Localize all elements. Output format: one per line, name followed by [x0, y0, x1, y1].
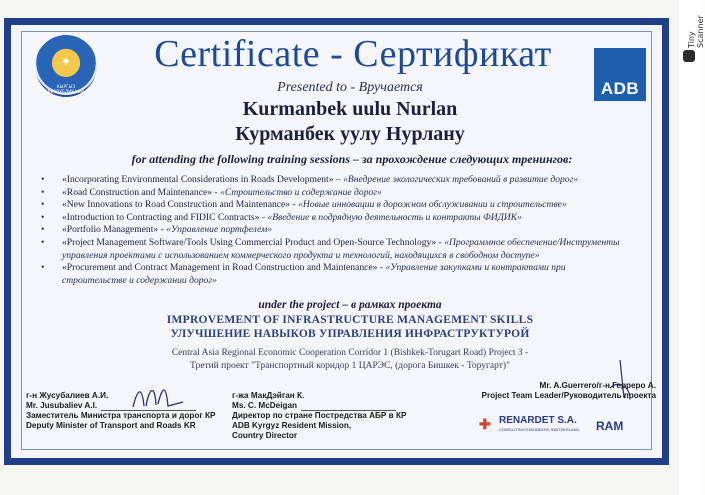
session-item: • «Project Management Software/Tools Using Commercial Product and Open-Source Technology» - «Программное обеспечение/Инструменты управления проектами с использованием коммерческого продукта и технологий, находящихся в свободном доступе» — [41, 236, 620, 261]
scanner-watermark-bar — [679, 0, 700, 495]
session-en: «Project Management Software/Tools Using Commercial Product and Open-Source Technology» - — [62, 236, 442, 248]
session-ru: «Управление портфелем» — [166, 224, 273, 236]
signatory-right-title: Project Team Leader/Руководитель проекта — [481, 391, 656, 400]
project-title-ru: УЛУЧШЕНИЕ НАВЫКОВ УПРАВЛЕНИЯ ИНФРАСТРУКТУРОЙ — [170, 328, 530, 340]
corridor-description-ru: Третий проект "Транспортный коридор 1 ЦАРЭС, (дорога Бишкек - Торугарт)" — [190, 361, 510, 371]
session-ru: «Строительство и содержание дорог» — [220, 186, 382, 198]
session-en: «Introduction to Contracting and FIDIC Contracts» - — [62, 211, 266, 223]
session-item: • «Introduction to Contracting and FIDIC Contracts» - «Введение в подрядную деятельность и контракты ФИДИК» — [41, 211, 522, 223]
session-ru: «Внедрение экологических требований в развитие дорог» — [343, 174, 579, 185]
certificate-title: Certificate - Сертификат — [154, 33, 552, 75]
signatory-left-name-en: Mr. Jusubaliev A.I. — [26, 401, 98, 410]
signatory-middle-title-en: ADB Kyrgyz Resident Mission, — [232, 421, 352, 430]
under-project-label: under the project – в рамках проекта — [258, 299, 442, 311]
signatory-left — [26, 391, 236, 431]
renardet-mark-icon: ✚ — [479, 416, 491, 432]
attending-sessions-heading: for attending the following training sessions – за прохождение следующих тренингов: — [131, 152, 573, 166]
recipient-name-ru: Курманбек уулу Нурлану — [235, 123, 465, 145]
emblem-star-icon: ✦ — [60, 54, 72, 69]
corridor-description-en: Central Asia Regional Economic Cooperation Corridor 1 (Bishkek-Torugart Road) Project 3 - — [171, 348, 529, 358]
renardet-name: RENARDET S.A. — [499, 415, 577, 426]
session-item: • «Procurement and Contract Management in Road Construction and Maintenance» - «Управление закупками и контрактами при строительстве и содержании дорог» — [41, 262, 566, 286]
kyrgyz-emblem-icon — [35, 35, 97, 97]
session-item: • «Incorporating Environmental Considerations in Roads Development» – «Внедрение экологических требований в развитие дорог» — [41, 174, 579, 185]
signatory-left-title-en: Deputy Minister of Transport and Roads KR — [26, 421, 196, 430]
emblem-inscription: КЫРГЫЗ РЕСПУБЛИКАСЫ — [47, 84, 85, 94]
recipient-name-en: Kurmanbek uulu Nurlan — [242, 98, 458, 120]
renardet-subtitle: CONSULTING ENGINEERS SWITZERLAND — [499, 427, 580, 432]
session-en: «Incorporating Environmental Considerations in Roads Development» – — [62, 174, 341, 185]
ram-logo: RAM — [596, 419, 624, 433]
session-ru: «Программное обеспечение/Инструменты управления проектами с использованием коммерческого продукта и технологий, находящихся в свободном доступе» — [62, 236, 620, 261]
signatory-middle — [232, 391, 452, 441]
adb-logo-text: ADB — [600, 79, 640, 98]
session-en: «New Innovations to Road Construction and Maintenance» - — [62, 199, 296, 211]
signatory-middle-name-en: Ms. C. McDeigan — [232, 401, 298, 410]
presented-to: Presented to - Вручается — [277, 80, 423, 95]
signatory-right-name: Mr. A.Guerrero/г-н Герреро А. — [539, 381, 656, 390]
signatory-middle-title-en2: Country Director — [232, 431, 298, 440]
session-en: «Road Construction and Maintenance» - — [62, 186, 218, 198]
signatory-middle-title-ru: Директор по стране Постредства АБР в КР — [232, 411, 407, 420]
training-sessions-list — [38, 174, 628, 287]
session-item: • «Road Construction and Maintenance» - «Строительство и содержание дорог» — [41, 186, 382, 198]
session-ru: «Введение в подрядную деятельность и контракты ФИДИК» — [267, 211, 522, 223]
scanner-app-icon — [683, 50, 695, 62]
signatory-left-name-ru: г-н Жусубалиев А.И. — [26, 391, 109, 400]
session-en: «Portfolio Management» - — [62, 224, 164, 236]
session-ru: «Управление закупками и контрактами при строительстве и содержании дорог» — [62, 262, 566, 286]
signatory-right — [466, 381, 656, 401]
project-title-en: IMPROVEMENT OF INFRASTRUCTURE MANAGEMENT SKILLS — [166, 314, 534, 326]
adb-logo — [594, 48, 646, 101]
session-item: • «New Innovations to Road Construction and Maintenance» - «Новые инновации в дорожном обслуживании и строительстве» — [41, 199, 567, 211]
session-en: «Procurement and Contract Management in Road Construction and Maintenance» - — [62, 262, 384, 274]
scanner-watermark-text: Tiny Scanner — [687, 15, 705, 48]
session-item: • «Portfolio Management» - «Управление портфелем» — [41, 224, 273, 236]
signatory-middle-name-ru: г-жа МакДэйган К. — [232, 391, 305, 400]
session-ru: «Новые инновации в дорожном обслуживании и строительстве» — [298, 199, 567, 211]
signatory-left-title-ru: Заместитель Министра транспорта и дорог КР — [26, 411, 216, 420]
